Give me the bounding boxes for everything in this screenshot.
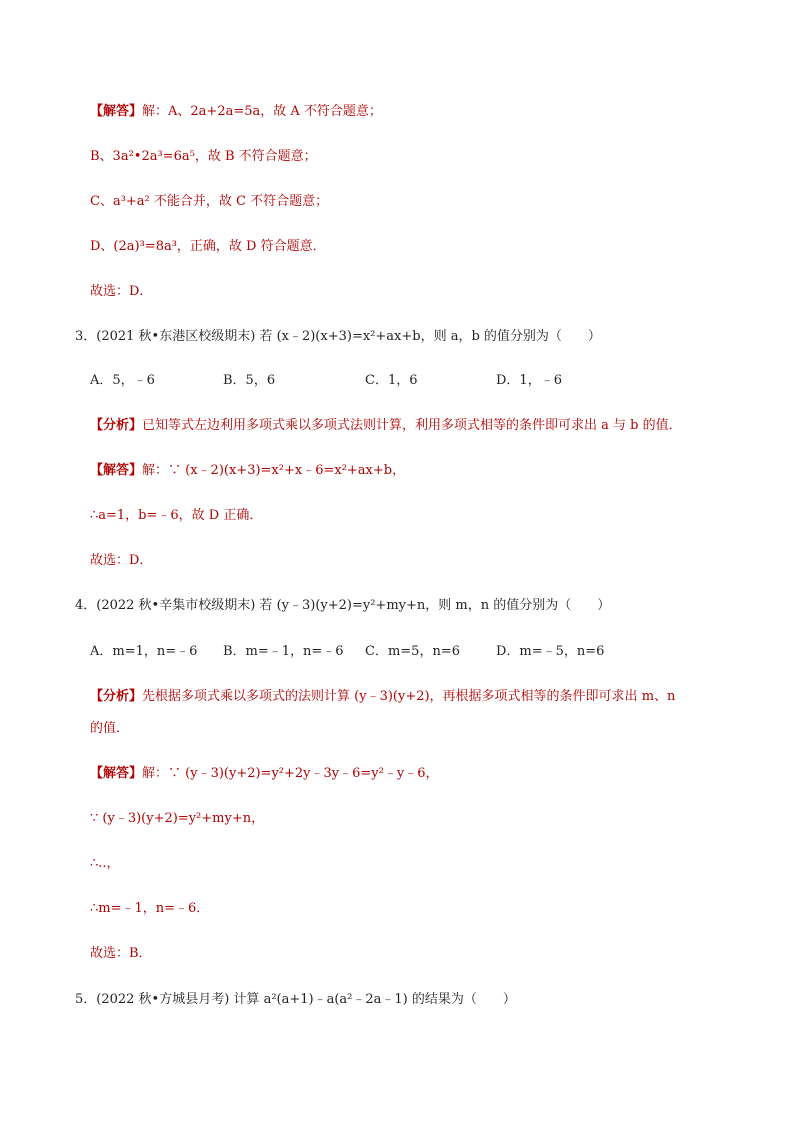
analysis-text: 已知等式左边利用多项式乘以多项式法则计算，利用多项式相等的条件即可求出 a 与 b 的值． [142, 418, 682, 433]
solution-line-4: D、(2a)³=8a³，正确，故 D 符合题意． [90, 239, 326, 254]
q4-option-a: A．m=1，n=﹣6 [90, 644, 198, 659]
question-4-answer-1 [90, 765, 438, 783]
question-3-analysis [90, 417, 682, 435]
q3-option-a: A．5，﹣6 [90, 373, 155, 388]
question-4-answer-4: ∴m=﹣1，n=﹣6． [90, 901, 210, 916]
solution-line-2: B、3a²•2a³=6a⁵，故 B 不符合题意； [90, 149, 317, 164]
q3-option-c: C．1，6 [365, 373, 418, 388]
question-4-analysis-1 [90, 688, 675, 706]
q3-option-b: B．5，6 [223, 373, 276, 388]
question-3-answer-3: 故选：D． [90, 553, 153, 568]
answer-tag: 【解答】 [90, 104, 143, 119]
answer-text: 解：A、2a+2a=5a，故 A 不符合题意； [142, 104, 382, 119]
question-3-stem: 3．(2021 秋•东港区校级期末) 若 (x﹣2)(x+3)=x²+ax+b，则 a，b 的值分别为（ ） [75, 329, 601, 344]
answer-tag: 【解答】 [90, 463, 143, 478]
analysis-tag: 【分析】 [90, 689, 143, 704]
q4-option-c: C．m=5，n=6 [365, 644, 460, 659]
q4-option-d: D．m=﹣5，n=6 [496, 644, 605, 659]
question-4-answer-3: ∴..， [90, 856, 120, 871]
answer-tag: 【解答】 [90, 766, 143, 781]
question-3-answer-2: ∴a=1，b=﹣6，故 D 正确． [90, 508, 263, 523]
solution-line-1 [90, 103, 382, 121]
question-3-answer-1 [90, 462, 405, 480]
q4-option-b: B．m=﹣1，n=﹣6 [223, 644, 344, 659]
question-4-stem: 4．(2022 秋•辛集市校级期末) 若 (y﹣3)(y+2)=y²+my+n，则 m，n 的值分别为（ ） [75, 598, 611, 613]
solution-line-5: 故选：D． [90, 284, 153, 299]
q3-option-d: D．1，﹣6 [496, 373, 562, 388]
question-5-stem: 5．(2022 秋•方城县月考) 计算 a²(a+1)﹣a(a²﹣2a﹣1) 的结果为（ ） [75, 992, 516, 1007]
question-4-analysis-2: 的值． [90, 721, 130, 736]
question-4-answer-5: 故选：B． [90, 946, 152, 961]
analysis-tag: 【分析】 [90, 418, 143, 433]
answer-text: 解：∵ (y﹣3)(y+2)=y²+2y﹣3y﹣6=y²﹣y﹣6， [142, 766, 439, 781]
question-4-answer-2: ∵ (y﹣3)(y+2)=y²+my+n， [90, 811, 265, 826]
solution-line-3: C、a³+a² 不能合并，故 C 不符合题意； [90, 194, 329, 209]
answer-text: 解：∵ (x﹣2)(x+3)=x²+x﹣6=x²+ax+b， [142, 463, 406, 478]
analysis-text: 先根据多项式乘以多项式的法则计算 (y﹣3)(y+2)，再根据多项式相等的条件即可求出 m、n [142, 689, 676, 704]
